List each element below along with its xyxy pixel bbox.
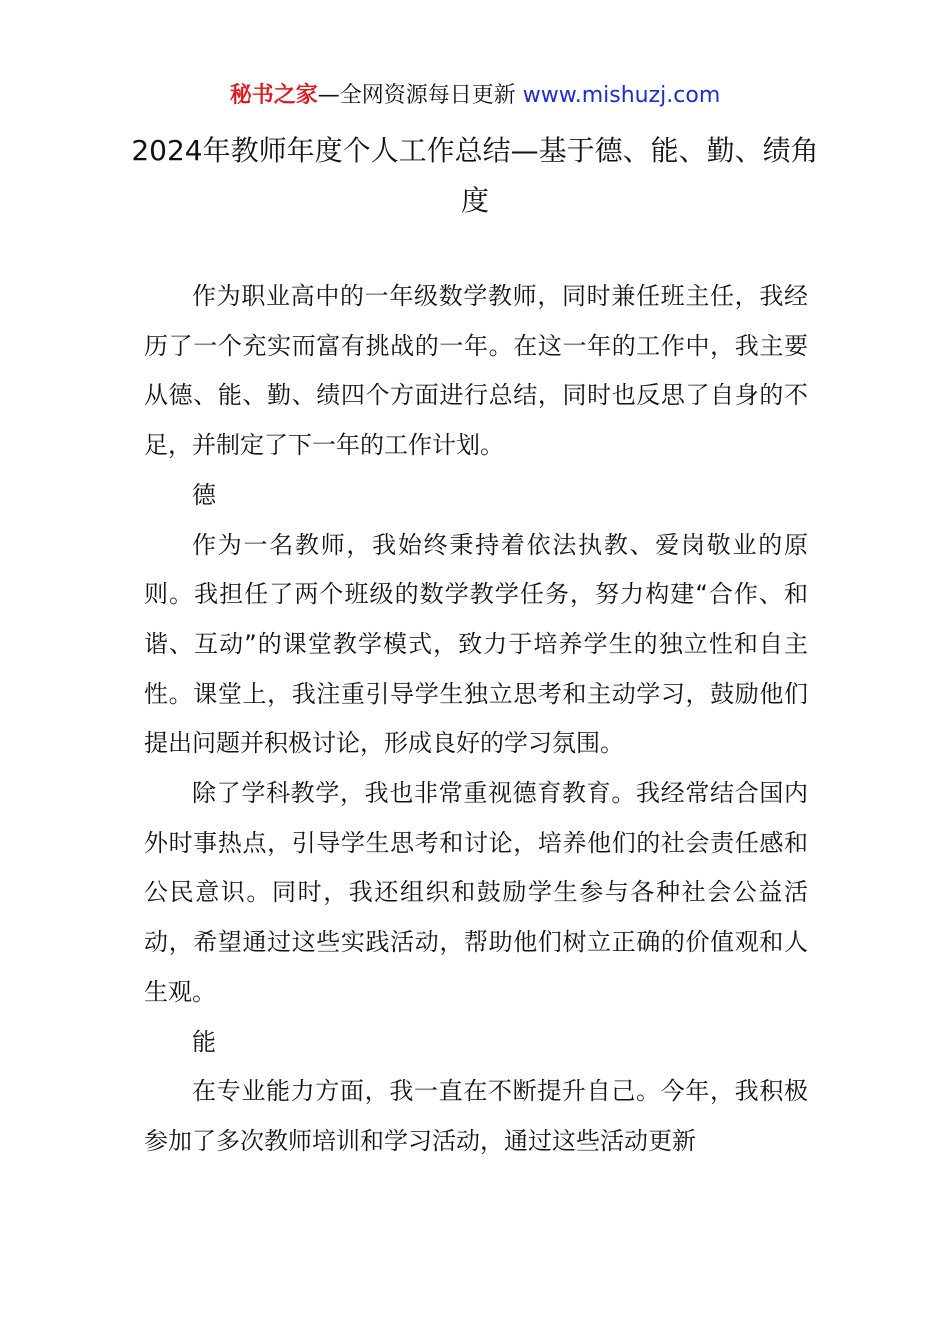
paragraph-neng-1: 在专业能力方面，我一直在不断提升自己。今年，我积极参加了多次教师培训和学习活动，通过这些活动更新 <box>144 1077 808 1155</box>
section-heading-de: 德 <box>192 480 216 509</box>
paragraph-de-2: 除了学科教学，我也非常重视德育教育。我经常结合国内外时事热点，引导学生思考和讨论，培养他们的社会责任感和公民意识。同时，我还组织和鼓励学生参与各种社会公益活动，希望通过这些实践活动，帮助他们树立正确的价值观和人生观。 <box>144 779 808 1006</box>
document-title: 2024年教师年度个人工作总结—基于德、能、勤、绩角度 <box>131 134 819 217</box>
site-url[interactable]: www.mishuzj.com <box>522 83 721 108</box>
paragraph-de-1: 作为一名教师，我始终秉持着依法执教、爱岗敬业的原则。我担任了两个班级的数学教学任务，努力构建“合作、和谐、互动”的课堂教学模式，致力于培养学生的独立性和自主性。课堂上，我注重引导学生独立思考和主动学习，鼓励他们提出问题并积极讨论，形成良好的学习氛围。 <box>144 530 808 758</box>
site-slogan: —全网资源每日更新 <box>317 83 516 108</box>
section-heading-neng: 能 <box>192 1027 216 1056</box>
site-brand: 秘书之家 <box>229 83 318 108</box>
paragraph-intro: 作为职业高中的一年级数学教师，同时兼任班主任，我经历了一个充实而富有挑战的一年。在这一年的工作中，我主要从德、能、勤、绩四个方面进行总结，同时也反思了自身的不足，并制定了下一年的工作计划。 <box>144 282 808 460</box>
document-body <box>144 272 808 1167</box>
site-header <box>0 80 950 112</box>
